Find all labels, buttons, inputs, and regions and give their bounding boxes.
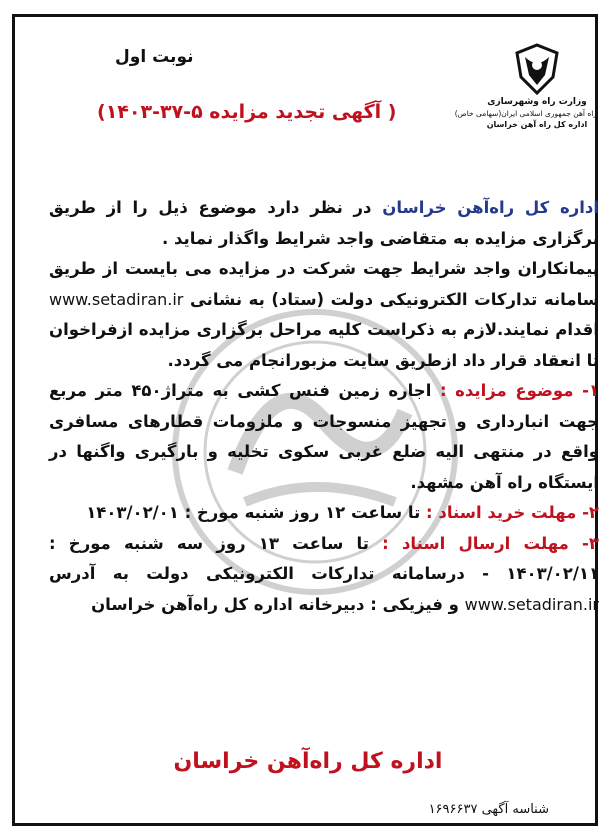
office-name: اداره کل راه آهن خراسان (486, 120, 588, 129)
item-text: اجاره زمین فنس کشی به متراژ۴۵۰ متر مربع جهت انبارداری و تجهیز منسوجات و ملزومات قطارهای مسافری واقع در منتهی الیه ضلع غربی سکوی تخلیه و بارگیری واگنها در ایستگاه راه آهن مشهد. (49, 381, 599, 492)
conditions-text: پیمانکاران واجد شرایط جهت شرکت در مزایده می بایست از طریق سامانه تدارکات الکترونیکی دولت (ستاد) به نشانی (49, 259, 599, 309)
item-purchase-deadline (49, 498, 599, 529)
setad-url-link[interactable]: www.setadiran.ir (464, 594, 599, 614)
item-label: ۲- مهلت خرید اسناد : (426, 503, 599, 522)
railway-logo (454, 43, 597, 129)
company-name: راه آهن جمهوری اسلامی ایران(سهامی خاص) (454, 109, 597, 118)
conditions-paragraph (49, 254, 599, 376)
item-text-rest: و فیزیکی : دبیرخانه اداره کل راه‌آهن خراسان (91, 594, 465, 614)
ad-identifier: شناسه آگهی ۱۶۹۶۶۳۷ (428, 802, 549, 817)
ministry-name: وزارت راه وشهرسازی (487, 97, 587, 107)
item-text: تا ساعت ۱۲ روز شنبه مورخ : ۱۴۰۳/۰۲/۰۱ (86, 503, 427, 522)
setad-url-link[interactable]: www.setadiran.ir (49, 289, 184, 309)
intro-text: در نظر دارد موضوع ذیل را از طریق برگزاری مزایده به متقاضی واجد شرایط واگذار نماید . (49, 198, 599, 248)
intro-paragraph (49, 193, 599, 254)
railway-emblem-icon (513, 43, 561, 95)
footer-org-name: اداره کل راه‌آهن خراسان (173, 749, 443, 774)
item-text: تا ساعت ۱۳ روز سه شنبه مورخ : ۱۴۰۳/۰۲/۱۱ - درسامانه تدارکات الکترونیکی دولت به آدرس (49, 533, 599, 583)
item-label: ۱- موضوع مزایده : (439, 381, 599, 400)
org-name: اداره کل راه‌آهن خراسان (382, 198, 599, 217)
notice-frame (12, 14, 598, 826)
item-subject (49, 376, 599, 498)
conditions-text-rest: اقدام نمایند.لازم به ذکراست کلیه مراحل برگزاری مزایده ازفراخوان تا انعقاد قرار داد ازطریق سایت مزبورانجام می گردد. (49, 320, 599, 370)
item-submission-deadline (49, 529, 599, 621)
notice-title: ( آگهی تجدید مزایده ۵-۳۷-۱۴۰۳) (97, 101, 397, 123)
item-label: ۳- مهلت ارسال اسناد : (382, 533, 599, 553)
notice-body (49, 193, 599, 620)
publication-round: نوبت اول (115, 47, 194, 67)
